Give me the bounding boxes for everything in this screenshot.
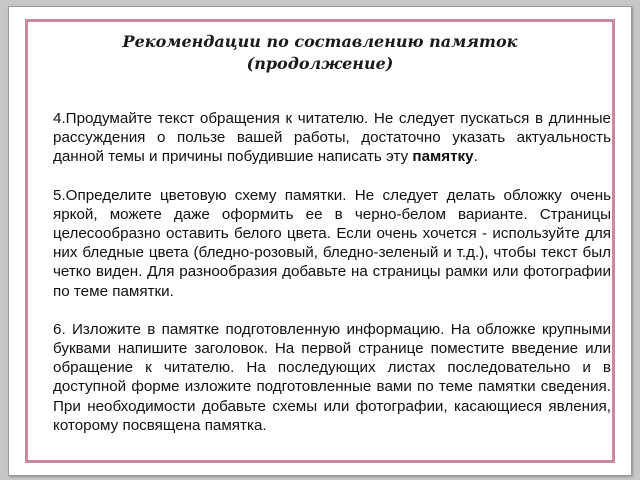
paragraph-4-bold: памятку [412, 148, 474, 166]
paragraph-5: 5.Определите цветовую схему памятки. Не следует делать обложку очень яркой, можете даже оформить ее в черно-белом варианте. Страницы целесообразно оставить белого цвета. Если очень хочется - используйте для них бледные цвета (бледно-розовый, бледно-зеленый и т.д.), чтобы текст был четко виден. Для разнообразия добавьте на страницы рамки или фотографии по теме памятки. [53, 186, 611, 300]
title-line-2: (продолжение) [246, 54, 394, 73]
paragraph-4-end: . [473, 148, 478, 166]
slide-frame [8, 6, 632, 476]
recommendations-text [53, 109, 611, 454]
paragraph-4 [53, 109, 611, 167]
page-title [9, 31, 631, 75]
paragraph-4-text: 4.Продумайте текст обращения к читателю. Не следует пускаться в длинные рассуждения о пользе вашей работы, достаточно указать актуальность данной темы и причины побудившие написать эту [53, 110, 611, 166]
paragraph-6: 6. Изложите в памятке подготовленную информацию. На обложке крупными буквами напишите заголовок. На первой странице поместите введение или обращение к читателю. На последующих листах последовательно и в доступной форме изложите подготовленные вами по теме памятки сведения. При необходимости добавьте схемы или фотографии, касающиеся явления, которому посвящена памятка. [53, 320, 611, 434]
title-line-1: Рекомендации по составлению памяток [122, 32, 518, 51]
